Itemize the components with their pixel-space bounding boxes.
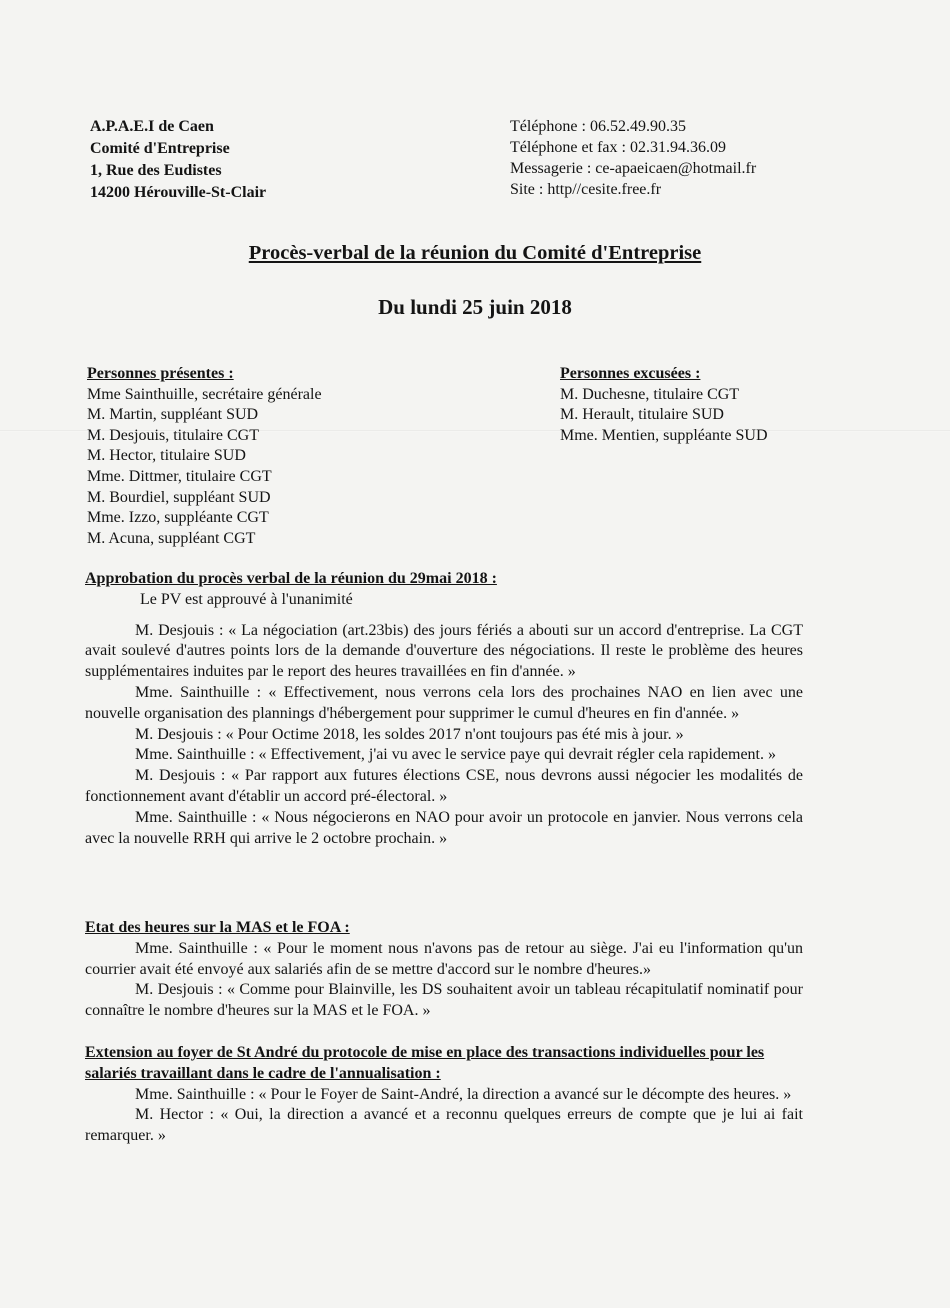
org-name: A.P.A.E.I de Caen [90,118,214,135]
paragraph: Mme. Sainthuille : « Effectivement, j'ai vu avec le service paye qui devrait régler cela rapidement. » [135,746,776,764]
section-hours [85,918,803,1022]
list-item: M. Hector, titulaire SUD [87,447,246,465]
org-city: 14200 Hérouville-St-Clair [90,184,267,201]
list-item: Mme. Dittmer, titulaire CGT [87,467,272,485]
meeting-date: Du lundi 25 juin 2018 [378,295,572,319]
paragraph: Mme. Sainthuille : « Pour le Foyer de Saint-André, la direction a avancé sur le décompte des heures. » [135,1085,792,1103]
list-item: Mme. Izzo, suppléante CGT [87,509,269,527]
paragraph: Mme. Sainthuille : « Nous négocierons en NAO pour avoir un protocole en janvier. Nous verrons cela avec la nouvelle RRH qui arrive le 2 octobre prochain. » [85,808,803,847]
section-extension [85,1043,803,1147]
section-heading: Approbation du procès verbal de la réunion du 29mai 2018 : [85,570,497,587]
present-list [87,364,507,549]
org-street: 1, Rue des Eudistes [90,162,222,179]
section-heading: Etat des heures sur la MAS et le FOA : [85,919,350,936]
org-committee: Comité d'Entreprise [90,140,230,157]
contact-phone-fax: Téléphone et fax : 02.31.94.36.09 [510,139,726,156]
section-heading: Extension au foyer de St André du protocole de mise en place des transactions individuelles pour les salariés travaillant dans le cadre de l'annualisation : [85,1044,765,1082]
paragraph: M. Desjouis : « Pour Octime 2018, les soldes 2017 n'ont toujours pas été mis à jour. » [135,725,684,743]
organization-address-block [90,116,266,204]
list-item: M. Acuna, suppléant CGT [87,529,256,547]
present-heading: Personnes présentes : [87,365,234,382]
list-item: M. Herault, titulaire SUD [560,406,724,424]
section-approval [85,569,803,849]
contact-phone: Téléphone : 06.52.49.90.35 [510,118,686,135]
list-item: M. Bourdiel, suppléant SUD [87,488,271,506]
contact-block [510,116,756,200]
excused-heading: Personnes excusées : [560,365,701,382]
list-item: M. Martin, suppléant SUD [87,406,259,424]
list-item: M. Duchesne, titulaire CGT [560,385,740,403]
document-title-wrap [0,242,950,265]
paragraph: Mme. Sainthuille : « Effectivement, nous verrons cela lors des prochaines NAO en lien avec une nouvelle organisation des plannings d'hébergement pour supprimer le cumul d'heures en fin d'année. » [85,683,803,722]
contact-email: Messagerie : ce-apaeicaen@hotmail.fr [510,160,757,177]
document-title: Procès-verbal de la réunion du Comité d'Entreprise [248,242,702,264]
paragraph: M. Desjouis : « La négociation (art.23bis) des jours fériés a abouti sur un accord d'entreprise. La CGT avait soulevé d'autres points lors de la demande d'ouverture des négociations. Il reste le problème des heures supplémentaires induites par le report des heures travaillées en fin d'année. » [85,621,803,681]
paragraph: M. Hector : « Oui, la direction a avancé et a reconnu quelques erreurs de compte que je lui ai fait remarquer. » [85,1106,803,1145]
list-item: Mme Sainthuille, secrétaire générale [87,385,322,403]
paragraph: M. Desjouis : « Par rapport aux futures élections CSE, nous devrons aussi négocier les modalités de fonctionnement avant d'établir un accord pré-électoral. » [85,767,803,805]
list-item: Mme. Mentien, suppléante SUD [560,426,768,444]
paragraph: Mme. Sainthuille : « Pour le moment nous n'avons pas de retour au siège. J'ai eu l'information qu'un courrier avait été envoyé aux salariés afin de se mettre d'accord sur le nombre d'heures.» [85,939,803,978]
excused-list [560,364,860,446]
approval-note: Le PV est approuvé à l'unanimité [140,590,353,608]
contact-site: Site : http//cesite.free.fr [510,181,662,198]
paragraph: M. Desjouis : « Comme pour Blainville, les DS souhaitent avoir un tableau récapitulatif nominatif pour connaître le nombre d'heures sur la MAS et le FOA. » [85,981,803,1020]
list-item: M. Desjouis, titulaire CGT [87,426,259,444]
